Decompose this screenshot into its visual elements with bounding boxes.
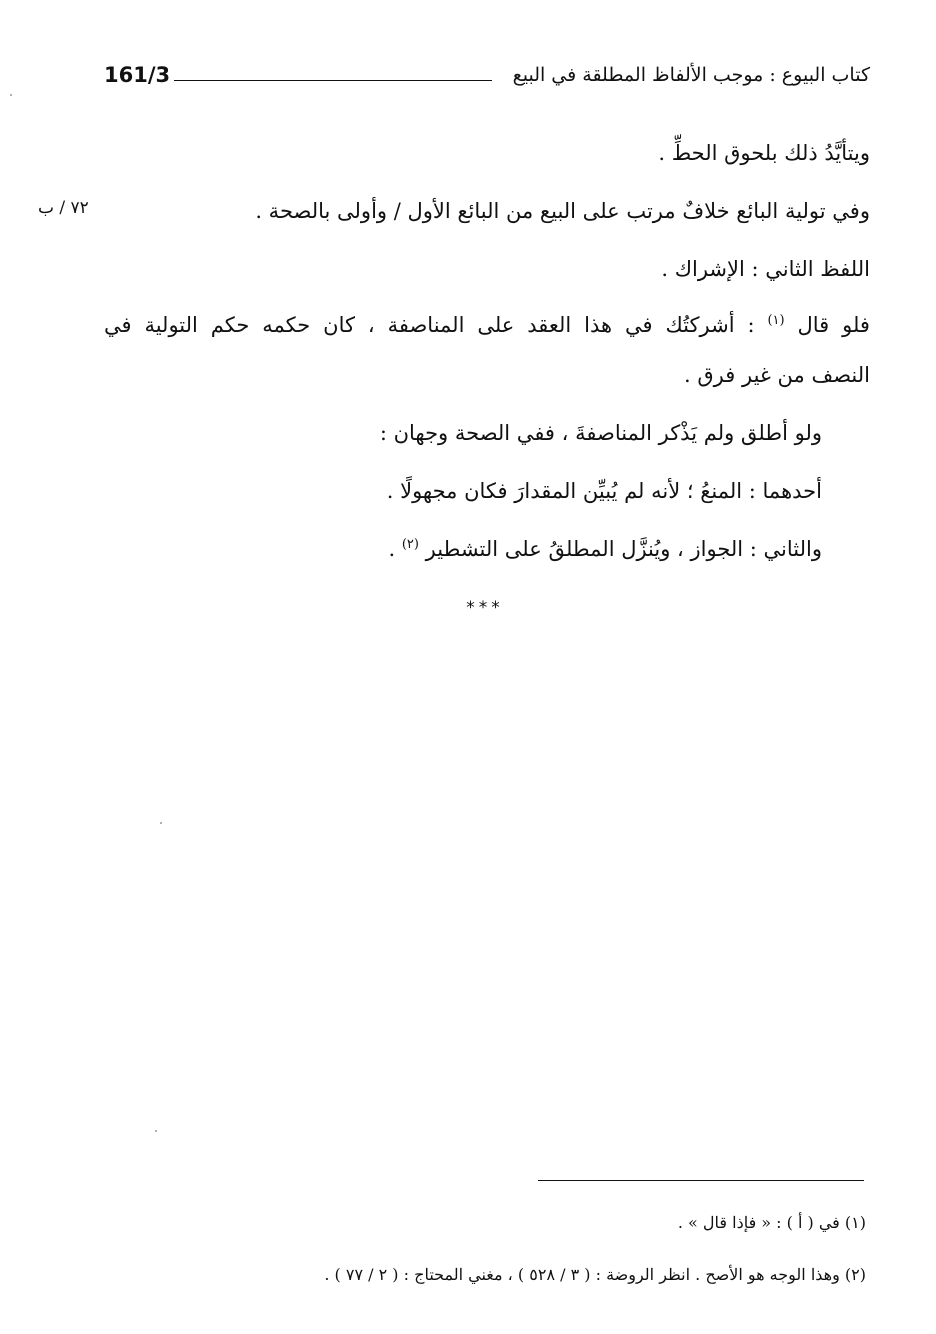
margin-folio-note: ٧٢ / ب xyxy=(38,198,89,218)
header-page-ref: 161/3 xyxy=(104,63,171,87)
scan-speck xyxy=(155,1130,157,1132)
scan-speck xyxy=(10,94,12,96)
text-run: فلو قال xyxy=(797,313,870,337)
main-text xyxy=(104,134,870,594)
footnote-marker: (٢) xyxy=(401,537,419,552)
text-line: النصف من غير فرق . xyxy=(684,363,870,387)
footnote: (١) في ( أ ) : « فإذا قال » . xyxy=(677,1213,866,1232)
section-separator: *** xyxy=(466,598,504,618)
text-run: : أشركتُك في هذا العقد على المناصفة ، كان حكمه حكم التولية في xyxy=(104,313,755,337)
footnote-marker: (١) xyxy=(767,313,785,328)
footnotes xyxy=(160,1210,866,1290)
text-line: ولو أطلق ولم يَذْكر المناصفةَ ، ففي الصحة وجهان : xyxy=(379,421,822,445)
footnote-rule xyxy=(538,1180,864,1181)
footnote: (٢) وهذا الوجه هو الأصح . انظر الروضة : ( ٣ / ٥٢٨ ) ، مغني المحتاج : ( ٢ / ٧٧ ) . xyxy=(324,1265,866,1284)
running-header xyxy=(104,60,870,94)
text-run: . xyxy=(388,537,396,561)
scan-speck xyxy=(160,822,162,824)
text-line xyxy=(388,530,822,568)
text-line: ويتأيَّدُ ذلك بلحوق الحطِّ . xyxy=(658,141,870,165)
header-title: كتاب البيوع : موجب الألفاظ المطلقة في البيع xyxy=(512,64,870,86)
header-rule xyxy=(174,80,492,81)
text-line: أحدهما : المنعُ ؛ لأنه لم يُبيِّن المقدارَ فكان مجهولًا . xyxy=(386,479,822,503)
text-line: وفي تولية البائع خلافٌ مرتب على البيع من البائع الأول / وأولى بالصحة . xyxy=(255,199,870,223)
text-run: والثاني : الجواز ، ويُنزَّل المطلقُ على التشطير xyxy=(425,537,822,561)
text-line: اللفظ الثاني : الإشراك . xyxy=(661,257,870,281)
text-line xyxy=(104,306,870,344)
